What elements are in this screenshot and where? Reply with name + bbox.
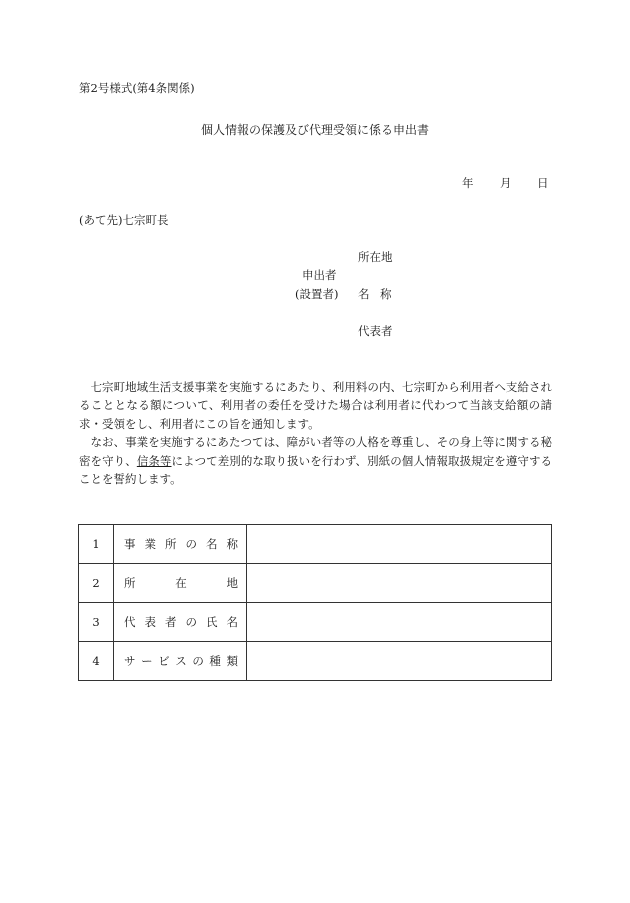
form-number: 第2号様式(第4条関係) bbox=[79, 81, 195, 95]
row-item-label: 代表者の氏名 bbox=[114, 603, 247, 642]
row-item-label: サービスの種類 bbox=[114, 642, 247, 681]
name-label-char-1: 名 bbox=[358, 287, 370, 301]
underlined-term: 信条等 bbox=[136, 453, 172, 468]
establisher-label: (設置者) bbox=[295, 287, 339, 301]
row-value-cell[interactable] bbox=[247, 603, 552, 642]
body-paragraph-2 bbox=[79, 433, 552, 488]
row-number: 1 bbox=[79, 525, 114, 564]
body-paragraph-2-part-1: なお、事業を実施するにあたつては、障がい者等の人格を尊重し、その身上等に関する秘密を守り、 bbox=[79, 435, 552, 468]
body-paragraph-2-part-2: によつて差別的な取り扱いを行わず、別紙の個人情報取扱規定を遵守することを誓約します。 bbox=[79, 453, 553, 487]
representative-label: 代表者 bbox=[358, 324, 393, 338]
location-label: 所在地 bbox=[358, 250, 393, 264]
date-year-label: 年 bbox=[462, 176, 474, 190]
name-label-char-2: 称 bbox=[380, 287, 392, 301]
info-table bbox=[78, 524, 552, 681]
row-value-cell[interactable] bbox=[247, 642, 552, 681]
row-number: 4 bbox=[79, 642, 114, 681]
row-item-label: 所在地 bbox=[114, 564, 247, 603]
table-row bbox=[79, 564, 552, 603]
table-row bbox=[79, 642, 552, 681]
addressee: (あて先)七宗町長 bbox=[79, 213, 169, 227]
row-value-cell[interactable] bbox=[247, 525, 552, 564]
body-text bbox=[79, 378, 552, 488]
body-paragraph-1: 七宗町地域生活支援事業を実施するにあたり、利用料の内、七宗町から利用者へ支給されることとなる額について、利用者の委任を受けた場合は利用者に代わつて当該支給額の請求・受領をし、利用者にこの旨を通知します。 bbox=[79, 380, 552, 431]
date-month-label: 月 bbox=[500, 176, 512, 190]
applicant-label: 申出者 bbox=[302, 268, 337, 282]
document-title: 個人情報の保護及び代理受領に係る申出書 bbox=[200, 123, 429, 137]
row-item-label: 事業所の名称 bbox=[114, 525, 247, 564]
row-number: 2 bbox=[79, 564, 114, 603]
table-row bbox=[79, 603, 552, 642]
row-number: 3 bbox=[79, 603, 114, 642]
row-value-cell[interactable] bbox=[247, 564, 552, 603]
table-row bbox=[79, 525, 552, 564]
date-day-label: 日 bbox=[537, 176, 549, 190]
